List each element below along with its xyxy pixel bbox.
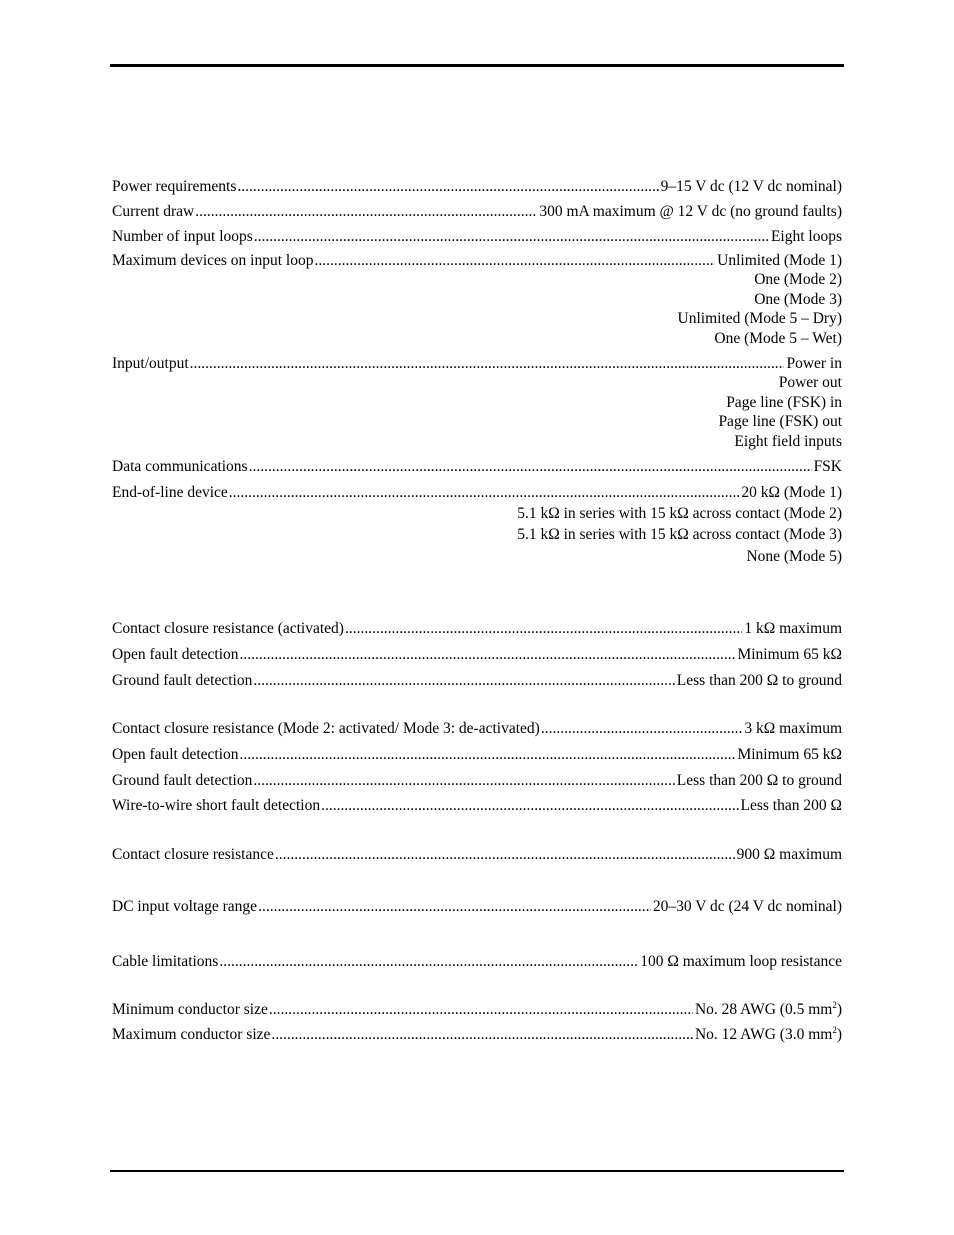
spec-row [112,671,842,690]
dot-leader [195,202,537,221]
dot-leader [237,177,658,196]
spec-value: Less than 200 Ω to ground [676,772,842,789]
spec-extra-value: One (Mode 3) [754,290,842,308]
spec-extra-value: Page line (FSK) out [718,413,842,431]
spec-value: Less than 200 Ω [740,797,842,814]
spec-value-close: ) [836,1026,842,1043]
spec-cable [112,952,842,971]
dot-leader [253,671,674,690]
spec-value: 3 kΩ maximum [744,720,842,737]
spec-extra-value: One (Mode 5 – Wet) [714,330,842,348]
spec-value: 300 mA maximum @ 12 V dc (no ground faults) [539,203,842,220]
spec-mode23 [112,719,842,815]
spec-label: Current draw [112,203,195,220]
spec-value-text: No. 28 AWG (0.5 mm [694,1001,833,1018]
spec-label: Data communications [112,457,248,475]
spec-row [112,482,842,503]
dot-leader [269,1000,693,1019]
spec-extra-value: 5.1 kΩ in series with 15 kΩ across contact (Mode 3) [517,526,842,544]
spec-label: Maximum devices on input loop [112,252,314,269]
spec-label: DC input voltage range [112,898,258,915]
top-rule [110,64,844,67]
spec-row [112,952,842,971]
spec-value: FSK [813,457,842,475]
dot-leader [229,482,740,503]
dot-leader [240,745,736,764]
dot-leader [219,952,638,971]
spec-label: Cable limitations [112,953,219,970]
spec-value: 900 Ω maximum [736,846,842,863]
spec-value: 20 kΩ (Mode 1) [741,483,842,501]
spec-row [112,745,842,764]
spec-extra-value: Page line (FSK) in [726,393,842,411]
spec-row [112,177,842,196]
spec-extra-value: Eight field inputs [734,432,842,450]
spec-conductors [112,1000,842,1044]
spec-value: Power in [786,354,842,372]
dot-leader [240,645,736,664]
spec-value: 100 Ω maximum loop resistance [640,953,842,970]
spec-label: Open fault detection [112,646,239,663]
dot-leader [541,719,743,738]
superscript: 2 [832,1000,837,1010]
dot-leader [271,1025,693,1044]
spec-extra-value: Power out [778,373,842,391]
spec-value [695,1000,842,1019]
spec-value: Minimum 65 kΩ [737,746,842,763]
spec-value: 9–15 V dc (12 V dc nominal) [660,178,842,195]
spec-label: End-of-line device [112,483,228,501]
spec-value: 1 kΩ maximum [744,620,842,637]
spec-row [112,845,842,864]
spec-row [112,227,842,246]
spec-row [112,645,842,664]
spec-value: Less than 200 Ω to ground [676,672,842,689]
spec-label: Input/output [112,354,189,372]
spec-label: Power requirements [112,178,237,195]
spec-value-text: No. 12 AWG (3.0 mm [694,1026,833,1043]
spec-value: Eight loops [770,228,842,245]
spec-label: Contact closure resistance [112,846,274,863]
spec-row [112,719,842,738]
spec-row [112,1025,842,1044]
spec-row [112,457,842,476]
spec-row [112,354,842,373]
spec-row [112,619,842,638]
spec-label: Contact closure resistance (activated) [112,620,344,637]
spec-label: Ground fault detection [112,672,253,689]
spec-mode1 [112,619,842,690]
spec-mode5 [112,845,842,864]
dot-leader [190,354,785,373]
bottom-rule [110,1170,844,1172]
spec-row [112,1000,842,1019]
spec-row [112,251,842,270]
dot-leader [321,796,738,815]
dot-leader [254,227,769,246]
spec-value [695,1025,842,1044]
spec-label: Ground fault detection [112,772,253,789]
spec-extra-value: Unlimited (Mode 5 – Dry) [677,310,842,328]
spec-row [112,771,842,790]
spec-label: Number of input loops [112,228,253,245]
spec-label: Maximum conductor size [112,1026,271,1043]
spec-row [112,202,842,221]
spec-value: Unlimited (Mode 1) [717,252,842,269]
spec-extra-value: None (Mode 5) [746,547,842,565]
spec-value-close: ) [836,1001,842,1018]
superscript: 2 [832,1025,837,1035]
spec-label: Minimum conductor size [112,1001,268,1018]
dot-leader [258,897,651,916]
spec-extra-value: 5.1 kΩ in series with 15 kΩ across contact (Mode 2) [517,504,842,522]
spec-extra-value: One (Mode 2) [754,271,842,288]
dot-leader [275,845,735,864]
spec-row [112,796,842,815]
dot-leader [249,457,812,476]
spec-value: Minimum 65 kΩ [737,646,842,663]
spec-label: Contact closure resistance (Mode 2: activated/ Mode 3: de-activated) [112,720,540,737]
spec-label: Open fault detection [112,746,239,763]
dot-leader [253,771,674,790]
dot-leader [345,619,742,638]
spec-label: Wire-to-wire short fault detection [112,797,321,814]
spec-general [112,177,842,567]
spec-value: 20–30 V dc (24 V dc nominal) [652,898,842,915]
spec-wet [112,897,842,916]
spec-row [112,897,842,916]
dot-leader [314,251,715,270]
